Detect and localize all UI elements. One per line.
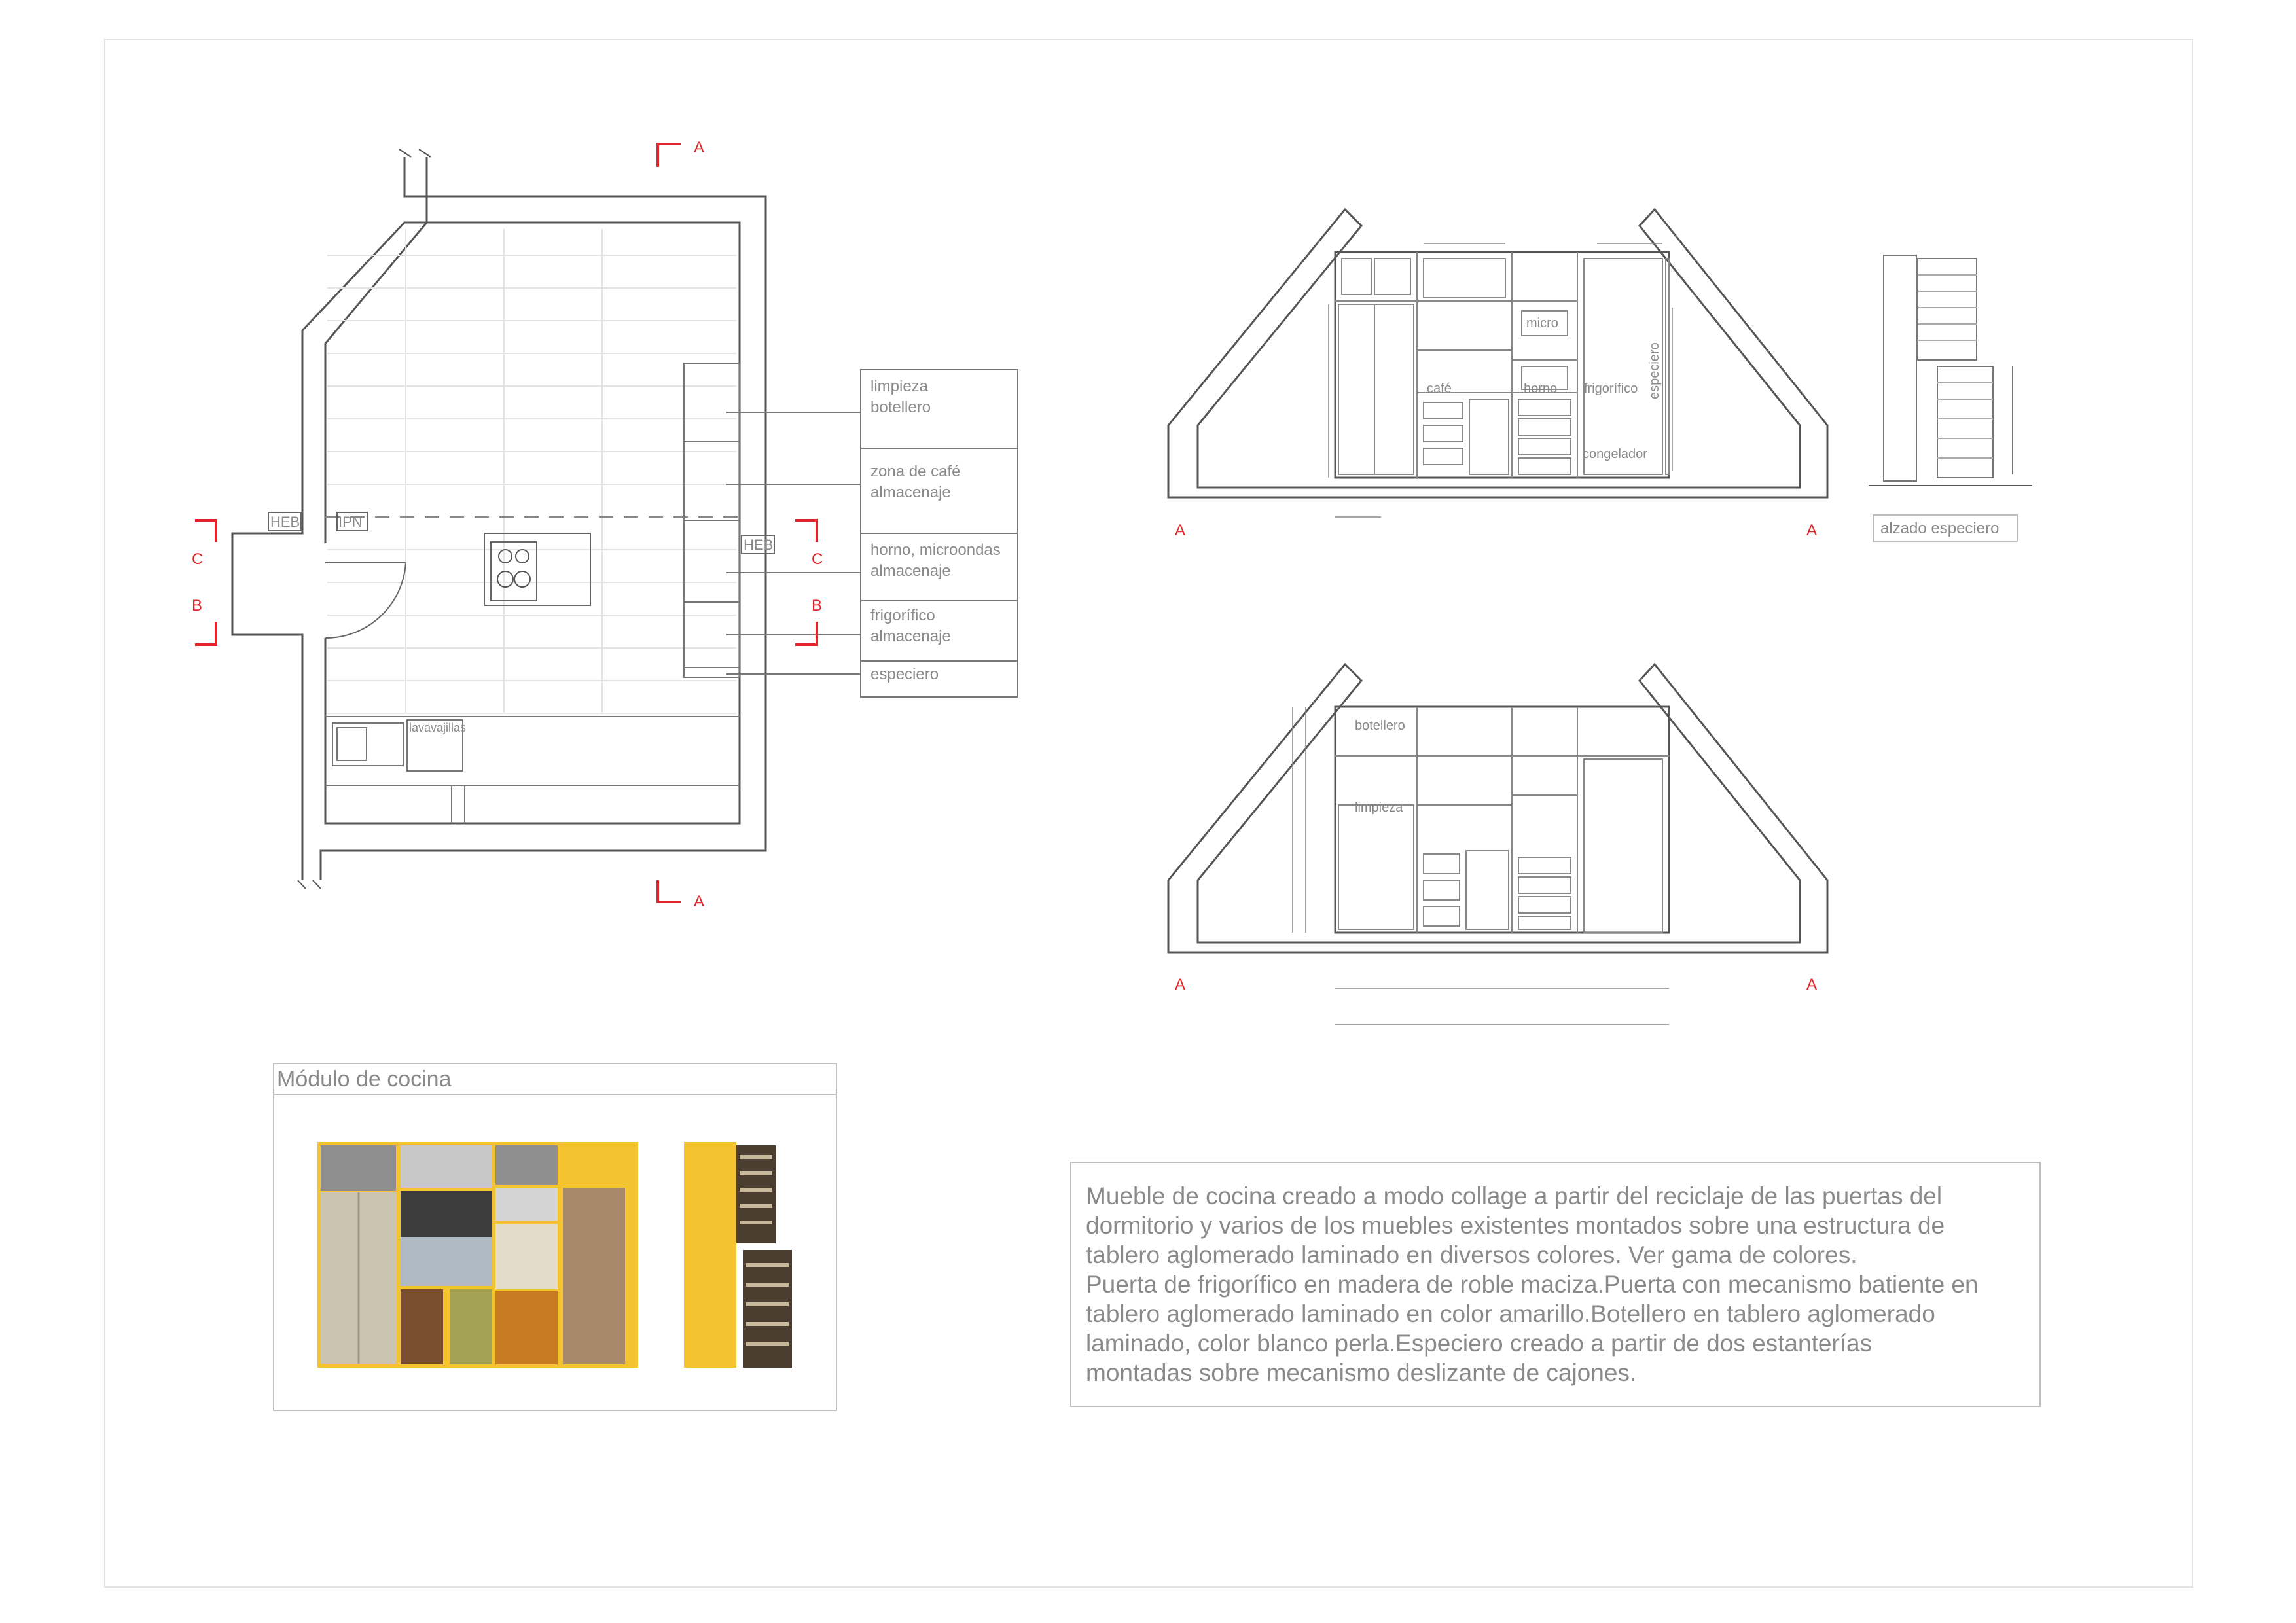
tall-units-plan	[684, 363, 740, 677]
label-horno: horno	[1524, 382, 1558, 396]
legend-row-2: zona de café almacenaje	[870, 463, 961, 501]
elev-top-mark-a-right: A	[1806, 522, 1818, 539]
kitchen-module-collage	[317, 1142, 792, 1368]
legend-row-1: limpieza botellero	[870, 378, 931, 416]
label-frigorifico: frigorífico	[1584, 382, 1638, 396]
spice-rack-title: alzado especiero	[1880, 520, 2000, 537]
dishwasher-label: lavavajillas	[409, 721, 467, 734]
floor-tiles	[327, 229, 736, 713]
spice-rack-elevation	[1869, 255, 2032, 541]
section-mark-a-top: A	[694, 139, 705, 156]
label-limpieza: limpieza	[1355, 800, 1403, 815]
elev-top-mark-a-left: A	[1175, 522, 1186, 539]
floor-plan	[232, 149, 861, 889]
heb-label-right: HEB	[744, 537, 774, 553]
elev-bottom-mark-a-right: A	[1806, 976, 1818, 993]
sink	[332, 723, 403, 766]
elevation-top	[1168, 209, 1827, 517]
legend-row-5: especiero	[870, 666, 939, 683]
legend-row-4: frigorífico almacenaje	[870, 607, 951, 645]
bottom-counter	[325, 717, 740, 823]
label-botellero: botellero	[1355, 719, 1405, 733]
label-especiero-vertical: especiero	[1647, 342, 1662, 399]
ipn-label: IPN	[338, 514, 363, 530]
section-mark-c-right: C	[812, 550, 823, 568]
section-mark-b-left: B	[192, 597, 203, 615]
description-box	[1070, 1162, 2041, 1407]
legend-row-3: horno, microondas almacenaje	[870, 541, 1001, 580]
elevation-bottom	[1168, 664, 1827, 1024]
section-mark-b-right: B	[812, 597, 823, 615]
label-congelador: congelador	[1583, 447, 1647, 461]
heb-label: HEB	[270, 514, 300, 530]
section-mark-c-left: C	[192, 550, 204, 568]
elev-bottom-mark-a-left: A	[1175, 976, 1186, 993]
label-cafe: café	[1427, 382, 1452, 396]
label-micro: micro	[1526, 316, 1558, 330]
module-title: Módulo de cocina	[277, 1067, 452, 1092]
description-text: Mueble de cocina creado a modo collage a partir del reciclaje de las puertas del dormitorio y varios de los muebles existentes montados sobre una estructura de tablero aglomerado laminado en diversos colores. Ver gama de colores. Puerta de frigorífico en madera de roble maciza.Puerta con mecanismo batiente en tablero aglomerado laminado en color amarillo.Botellero en tablero aglomerado laminado, color blanco perla.Especiero creado a partir de dos estanterías montadas sobre mecanismo deslizante de cajones.	[1086, 1183, 1979, 1386]
section-mark-a-bottom: A	[694, 893, 705, 910]
plan-legend	[861, 370, 1018, 697]
cooktop	[491, 542, 537, 601]
